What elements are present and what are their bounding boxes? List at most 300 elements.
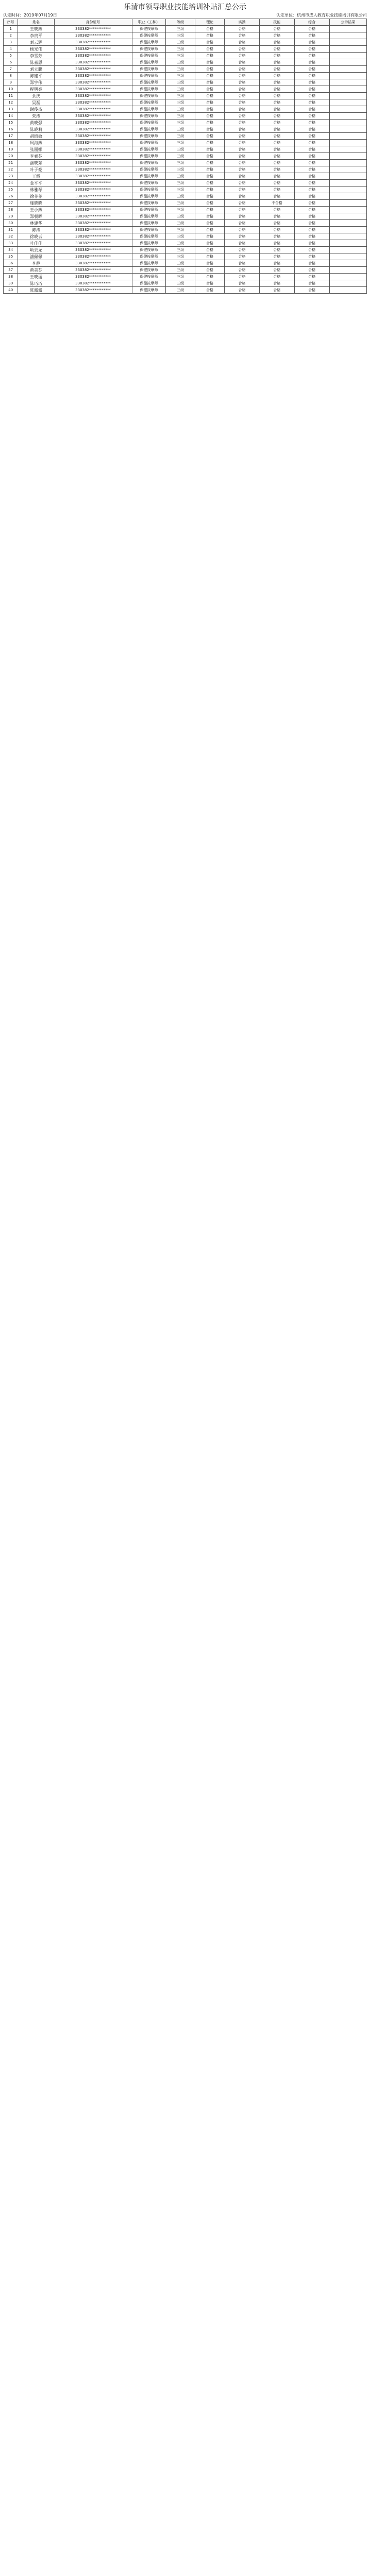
table-cell: 保健按摩师 bbox=[132, 267, 166, 274]
table-cell: 合格 bbox=[195, 267, 225, 274]
table-cell: 330382************ bbox=[54, 166, 132, 173]
table-cell: 保健按摩师 bbox=[132, 287, 166, 294]
table-cell: 三级 bbox=[166, 166, 195, 173]
table-cell: 合格 bbox=[294, 253, 329, 260]
table-cell: 三级 bbox=[166, 247, 195, 253]
table-cell: 合格 bbox=[259, 213, 294, 220]
table-cell: 胡绍敏 bbox=[18, 133, 54, 140]
table-cell: 三级 bbox=[166, 193, 195, 200]
table-row bbox=[4, 106, 367, 113]
table-cell: 合格 bbox=[225, 99, 260, 106]
table-cell: 合格 bbox=[294, 240, 329, 247]
table-cell bbox=[329, 267, 366, 274]
table-cell: 合格 bbox=[225, 280, 260, 287]
table-cell: 合格 bbox=[195, 146, 225, 153]
table-body bbox=[4, 26, 367, 294]
table-cell: 合格 bbox=[259, 260, 294, 267]
table-cell: 8 bbox=[4, 73, 18, 79]
table-cell: 黄晓强 bbox=[18, 120, 54, 126]
table-cell: 三级 bbox=[166, 133, 195, 140]
table-cell: 刘云辉 bbox=[18, 39, 54, 46]
table-cell: 14 bbox=[4, 113, 18, 120]
table-cell: 三级 bbox=[166, 240, 195, 247]
table-cell: 陈涛 bbox=[18, 227, 54, 233]
table-row bbox=[4, 113, 367, 120]
table-cell: 合格 bbox=[195, 46, 225, 53]
table-cell: 保健按摩师 bbox=[132, 193, 166, 200]
table-cell: 三级 bbox=[166, 86, 195, 93]
table-cell: 保健按摩师 bbox=[132, 227, 166, 233]
table-cell: 330382************ bbox=[54, 287, 132, 294]
table-row bbox=[4, 93, 367, 99]
table-cell: 17 bbox=[4, 133, 18, 140]
table-cell: 合格 bbox=[259, 86, 294, 93]
table-cell: 330382************ bbox=[54, 93, 132, 99]
table-cell: 合格 bbox=[225, 247, 260, 253]
table-cell: 合格 bbox=[195, 99, 225, 106]
table-cell: 合格 bbox=[294, 180, 329, 187]
table-cell: 保健按摩师 bbox=[132, 233, 166, 240]
table-cell bbox=[329, 39, 366, 46]
table-cell: 11 bbox=[4, 93, 18, 99]
table-cell: 保健按摩师 bbox=[132, 140, 166, 146]
table-row bbox=[4, 240, 367, 247]
table-cell bbox=[329, 200, 366, 207]
table-cell: 20 bbox=[4, 153, 18, 160]
table-cell: 合格 bbox=[294, 26, 329, 32]
table-cell: 三级 bbox=[166, 220, 195, 227]
table-cell bbox=[329, 59, 366, 66]
table-cell: 三级 bbox=[166, 233, 195, 240]
table-row bbox=[4, 153, 367, 160]
table-row bbox=[4, 79, 367, 86]
table-cell: 合格 bbox=[195, 140, 225, 146]
table-cell: 合格 bbox=[259, 99, 294, 106]
table-cell: 合格 bbox=[259, 39, 294, 46]
table-cell: 330382************ bbox=[54, 213, 132, 220]
table-cell: 合格 bbox=[294, 193, 329, 200]
table-cell: 合格 bbox=[294, 227, 329, 233]
table-cell: 330382************ bbox=[54, 66, 132, 73]
meta-row bbox=[0, 12, 370, 19]
table-cell: 三级 bbox=[166, 46, 195, 53]
table-cell: 合格 bbox=[225, 93, 260, 99]
table-cell: 30 bbox=[4, 220, 18, 227]
table-row bbox=[4, 46, 367, 53]
table-row bbox=[4, 280, 367, 287]
table-cell: 保健按摩师 bbox=[132, 26, 166, 32]
table-row bbox=[4, 233, 367, 240]
table-cell: 合格 bbox=[195, 59, 225, 66]
table-cell: 合格 bbox=[259, 233, 294, 240]
table-cell: 330382************ bbox=[54, 180, 132, 187]
table-row bbox=[4, 247, 367, 253]
table-cell: 合格 bbox=[294, 233, 329, 240]
column-header: 身份证号 bbox=[54, 19, 132, 26]
table-cell: 合格 bbox=[259, 59, 294, 66]
table-cell: 王霞 bbox=[18, 173, 54, 180]
table-cell bbox=[329, 93, 366, 99]
table-cell: 合格 bbox=[294, 86, 329, 93]
table-cell: 三级 bbox=[166, 153, 195, 160]
table-cell: 330382************ bbox=[54, 247, 132, 253]
page-title: 乐清市领导职业技能培训补贴汇总公示 bbox=[124, 3, 246, 11]
table-cell: 合格 bbox=[259, 120, 294, 126]
table-cell: 合格 bbox=[225, 140, 260, 146]
table-cell: 330382************ bbox=[54, 280, 132, 287]
table-cell: 合格 bbox=[195, 133, 225, 140]
table-row bbox=[4, 53, 367, 59]
table-cell: 保健按摩师 bbox=[132, 240, 166, 247]
table-cell: 合格 bbox=[259, 207, 294, 213]
table-cell: 9 bbox=[4, 79, 18, 86]
table-cell: 合格 bbox=[259, 146, 294, 153]
table-cell: 合格 bbox=[294, 53, 329, 59]
results-table bbox=[3, 19, 367, 294]
table-cell: 330382************ bbox=[54, 267, 132, 274]
table-cell: 合格 bbox=[195, 106, 225, 113]
table-cell: 330382************ bbox=[54, 133, 132, 140]
table-cell: 潘佩佩 bbox=[18, 253, 54, 260]
column-header: 理论 bbox=[195, 19, 225, 26]
table-cell: 合格 bbox=[195, 93, 225, 99]
table-cell: 王晓丽 bbox=[18, 274, 54, 280]
table-cell: 合格 bbox=[294, 39, 329, 46]
table-cell: 35 bbox=[4, 253, 18, 260]
table-cell: 合格 bbox=[195, 53, 225, 59]
table-cell bbox=[329, 113, 366, 120]
column-header: 姓名 bbox=[18, 19, 54, 26]
table-cell: 330382************ bbox=[54, 39, 132, 46]
table-cell: 三级 bbox=[166, 280, 195, 287]
table-cell: 合格 bbox=[259, 220, 294, 227]
table-cell: 合格 bbox=[294, 274, 329, 280]
table-cell: 合格 bbox=[195, 220, 225, 227]
table-cell bbox=[329, 120, 366, 126]
table-cell: 合格 bbox=[225, 253, 260, 260]
table-cell: 合格 bbox=[259, 280, 294, 287]
table-cell: 保健按摩师 bbox=[132, 213, 166, 220]
approving-org: 认定单位：杭州市成人教育职业技能培训有限公司 bbox=[276, 13, 367, 18]
table-cell: 32 bbox=[4, 233, 18, 240]
table-cell bbox=[329, 227, 366, 233]
table-cell: 合格 bbox=[195, 32, 225, 39]
table-cell: 合格 bbox=[259, 173, 294, 180]
table-cell: 合格 bbox=[294, 32, 329, 39]
table-cell: 合格 bbox=[294, 133, 329, 140]
table-cell: 合格 bbox=[294, 106, 329, 113]
table-cell: 330382************ bbox=[54, 173, 132, 180]
table-row bbox=[4, 200, 367, 207]
table-cell bbox=[329, 166, 366, 173]
table-cell: 合格 bbox=[259, 93, 294, 99]
table-cell: 33 bbox=[4, 240, 18, 247]
table-row bbox=[4, 133, 367, 140]
table-cell: 合格 bbox=[259, 180, 294, 187]
column-header: 实操 bbox=[225, 19, 260, 26]
table-cell: 330382************ bbox=[54, 46, 132, 53]
table-cell bbox=[329, 193, 366, 200]
table-cell: 合格 bbox=[259, 287, 294, 294]
table-cell: 330382************ bbox=[54, 32, 132, 39]
table-cell: 合格 bbox=[195, 173, 225, 180]
approval-date: 认定时间：2019年07月19日 bbox=[3, 13, 57, 18]
table-cell: 保健按摩师 bbox=[132, 59, 166, 66]
table-cell: 王小燕 bbox=[18, 207, 54, 213]
table-cell: 三级 bbox=[166, 39, 195, 46]
table-cell: 37 bbox=[4, 267, 18, 274]
table-cell: 保健按摩师 bbox=[132, 274, 166, 280]
table-cell: 合格 bbox=[225, 220, 260, 227]
table-cell: 合格 bbox=[195, 39, 225, 46]
table-cell: 合格 bbox=[294, 59, 329, 66]
table-row bbox=[4, 26, 367, 32]
table-row bbox=[4, 146, 367, 153]
table-cell: 合格 bbox=[195, 187, 225, 193]
table-cell: 金平平 bbox=[18, 180, 54, 187]
table-cell: 保健按摩师 bbox=[132, 207, 166, 213]
table-row bbox=[4, 166, 367, 173]
table-cell: 7 bbox=[4, 66, 18, 73]
table-cell: 三级 bbox=[166, 126, 195, 133]
table-cell bbox=[329, 146, 366, 153]
table-cell: 330382************ bbox=[54, 126, 132, 133]
table-cell: 合格 bbox=[259, 73, 294, 79]
table-cell: 合格 bbox=[294, 140, 329, 146]
table-row bbox=[4, 274, 367, 280]
table-cell bbox=[329, 220, 366, 227]
column-header: 公示结果 bbox=[329, 19, 366, 26]
table-cell: 三级 bbox=[166, 32, 195, 39]
table-cell: 4 bbox=[4, 46, 18, 53]
table-cell: 三级 bbox=[166, 180, 195, 187]
table-cell: 保健按摩师 bbox=[132, 99, 166, 106]
table-cell: 合格 bbox=[294, 220, 329, 227]
table-cell: 合格 bbox=[195, 200, 225, 207]
table-cell: 保健按摩师 bbox=[132, 187, 166, 193]
table-row bbox=[4, 73, 367, 79]
table-cell: 三级 bbox=[166, 93, 195, 99]
table-cell: 合格 bbox=[259, 247, 294, 253]
table-cell: 三级 bbox=[166, 79, 195, 86]
table-cell: 合格 bbox=[294, 267, 329, 274]
table-cell bbox=[329, 253, 366, 260]
table-cell: 28 bbox=[4, 207, 18, 213]
table-cell: 三级 bbox=[166, 113, 195, 120]
table-cell: 三级 bbox=[166, 73, 195, 79]
table-cell: 合格 bbox=[294, 153, 329, 160]
table-cell: 3 bbox=[4, 39, 18, 46]
table-cell: 合格 bbox=[259, 160, 294, 166]
table-cell: 合格 bbox=[195, 180, 225, 187]
table-cell: 10 bbox=[4, 86, 18, 93]
table-cell: 合格 bbox=[294, 93, 329, 99]
table-cell: 合格 bbox=[294, 66, 329, 73]
table-cell: 330382************ bbox=[54, 26, 132, 32]
table-cell bbox=[329, 140, 366, 146]
table-cell: 陈晓莉 bbox=[18, 126, 54, 133]
table-cell: 合格 bbox=[259, 46, 294, 53]
table-cell: 三级 bbox=[166, 59, 195, 66]
table-cell: 合格 bbox=[259, 79, 294, 86]
table-cell: 合格 bbox=[225, 146, 260, 153]
table-cell: 合格 bbox=[259, 274, 294, 280]
table-cell: 合格 bbox=[225, 153, 260, 160]
table-cell: 保健按摩师 bbox=[132, 53, 166, 59]
table-cell: 合格 bbox=[294, 160, 329, 166]
table-cell bbox=[329, 106, 366, 113]
table-cell: 三级 bbox=[166, 253, 195, 260]
table-cell: 330382************ bbox=[54, 53, 132, 59]
table-cell: 合格 bbox=[225, 260, 260, 267]
table-cell bbox=[329, 287, 366, 294]
table-cell: 330382************ bbox=[54, 193, 132, 200]
table-cell: 合格 bbox=[294, 166, 329, 173]
table-cell: 330382************ bbox=[54, 146, 132, 153]
table-cell: 25 bbox=[4, 187, 18, 193]
table-cell: 29 bbox=[4, 213, 18, 220]
table-cell: 330382************ bbox=[54, 253, 132, 260]
table-cell: 张丽娜 bbox=[18, 146, 54, 153]
table-cell: 林雅琴 bbox=[18, 187, 54, 193]
table-cell: 合格 bbox=[225, 193, 260, 200]
table-cell: 合格 bbox=[225, 287, 260, 294]
table-cell: 5 bbox=[4, 53, 18, 59]
column-header: 综合 bbox=[294, 19, 329, 26]
table-cell: 合格 bbox=[294, 113, 329, 120]
table-cell: 三级 bbox=[166, 160, 195, 166]
table-cell: 330382************ bbox=[54, 153, 132, 160]
table-cell: 林建华 bbox=[18, 220, 54, 227]
table-cell: 保健按摩师 bbox=[132, 280, 166, 287]
column-header: 序号 bbox=[4, 19, 18, 26]
table-cell: 合格 bbox=[225, 200, 260, 207]
table-cell: 郑宇伟 bbox=[18, 79, 54, 86]
table-cell: 15 bbox=[4, 120, 18, 126]
table-cell: 保健按摩师 bbox=[132, 160, 166, 166]
table-cell: 39 bbox=[4, 280, 18, 287]
table-cell: 合格 bbox=[225, 267, 260, 274]
table-cell: 叶子豪 bbox=[18, 166, 54, 173]
table-cell: 合格 bbox=[259, 106, 294, 113]
table-cell: 合格 bbox=[259, 66, 294, 73]
table-cell: 330382************ bbox=[54, 120, 132, 126]
table-cell: 徐菲菲 bbox=[18, 193, 54, 200]
table-cell: 22 bbox=[4, 166, 18, 173]
table-cell: 合格 bbox=[294, 207, 329, 213]
table-cell: 19 bbox=[4, 146, 18, 153]
table-cell: 合格 bbox=[225, 73, 260, 79]
table-cell: 合格 bbox=[225, 187, 260, 193]
table-cell: 38 bbox=[4, 274, 18, 280]
table-cell: 陈嘉恩 bbox=[18, 59, 54, 66]
table-cell: 三级 bbox=[166, 120, 195, 126]
table-cell: 23 bbox=[4, 173, 18, 180]
table-cell: 李贵平 bbox=[18, 32, 54, 39]
table-row bbox=[4, 160, 367, 166]
table-cell: 330382************ bbox=[54, 140, 132, 146]
table-cell: 项云龙 bbox=[18, 247, 54, 253]
table-cell: 保健按摩师 bbox=[132, 260, 166, 267]
table-cell: 叶佳佳 bbox=[18, 240, 54, 247]
table-cell: 合格 bbox=[259, 113, 294, 120]
table-row bbox=[4, 267, 367, 274]
table-cell: 合格 bbox=[195, 233, 225, 240]
table-row bbox=[4, 66, 367, 73]
table-cell: 三级 bbox=[166, 140, 195, 146]
table-cell bbox=[329, 187, 366, 193]
table-cell: 2 bbox=[4, 32, 18, 39]
table-cell bbox=[329, 274, 366, 280]
table-cell: 合格 bbox=[259, 193, 294, 200]
table-cell: 保健按摩师 bbox=[132, 86, 166, 93]
table-cell: 保健按摩师 bbox=[132, 133, 166, 140]
table-cell: 合格 bbox=[259, 140, 294, 146]
table-row bbox=[4, 253, 367, 260]
table-cell: 保健按摩师 bbox=[132, 46, 166, 53]
column-header: 职业（工种） bbox=[132, 19, 166, 26]
table-cell: 保健按摩师 bbox=[132, 32, 166, 39]
table-cell: 合格 bbox=[225, 126, 260, 133]
table-cell: 合格 bbox=[225, 133, 260, 140]
table-cell: 合格 bbox=[225, 86, 260, 93]
table-cell: 三级 bbox=[166, 267, 195, 274]
table-cell: 合格 bbox=[294, 46, 329, 53]
table-cell: 三级 bbox=[166, 200, 195, 207]
table-cell: 三级 bbox=[166, 187, 195, 193]
table-cell: 合格 bbox=[195, 160, 225, 166]
table-cell: 三级 bbox=[166, 213, 195, 220]
table-cell: 330382************ bbox=[54, 240, 132, 247]
table-cell: 合格 bbox=[195, 73, 225, 79]
table-cell: 合格 bbox=[225, 240, 260, 247]
table-cell: 施晓晓 bbox=[18, 200, 54, 207]
table-cell: 合格 bbox=[225, 274, 260, 280]
table-cell: 合格 bbox=[294, 79, 329, 86]
table-cell: 合格 bbox=[195, 207, 225, 213]
table-cell: 合格 bbox=[195, 240, 225, 247]
table-cell: 不合格 bbox=[259, 200, 294, 207]
table-row bbox=[4, 120, 367, 126]
table-cell: 合格 bbox=[225, 120, 260, 126]
table-cell: 合格 bbox=[225, 39, 260, 46]
table-cell bbox=[329, 126, 366, 133]
table-cell: 合格 bbox=[195, 287, 225, 294]
table-cell bbox=[329, 99, 366, 106]
table-cell: 13 bbox=[4, 106, 18, 113]
table-cell: 周海燕 bbox=[18, 140, 54, 146]
table-row bbox=[4, 173, 367, 180]
table-cell: 合格 bbox=[195, 153, 225, 160]
table-cell: 合格 bbox=[225, 79, 260, 86]
table-cell: 330382************ bbox=[54, 113, 132, 120]
table-row bbox=[4, 126, 367, 133]
table-cell: 三级 bbox=[166, 53, 195, 59]
table-cell: 合格 bbox=[225, 113, 260, 120]
table-cell: 330382************ bbox=[54, 79, 132, 86]
table-cell: 合格 bbox=[195, 79, 225, 86]
table-row bbox=[4, 59, 367, 66]
table-cell: 三级 bbox=[166, 173, 195, 180]
table-cell: 合格 bbox=[195, 66, 225, 73]
table-row bbox=[4, 180, 367, 187]
table-cell: 徐晓云 bbox=[18, 233, 54, 240]
table-cell bbox=[329, 240, 366, 247]
table-cell: 保健按摩师 bbox=[132, 66, 166, 73]
table-row bbox=[4, 39, 367, 46]
table-cell: 保健按摩师 bbox=[132, 253, 166, 260]
table-cell: 合格 bbox=[259, 32, 294, 39]
